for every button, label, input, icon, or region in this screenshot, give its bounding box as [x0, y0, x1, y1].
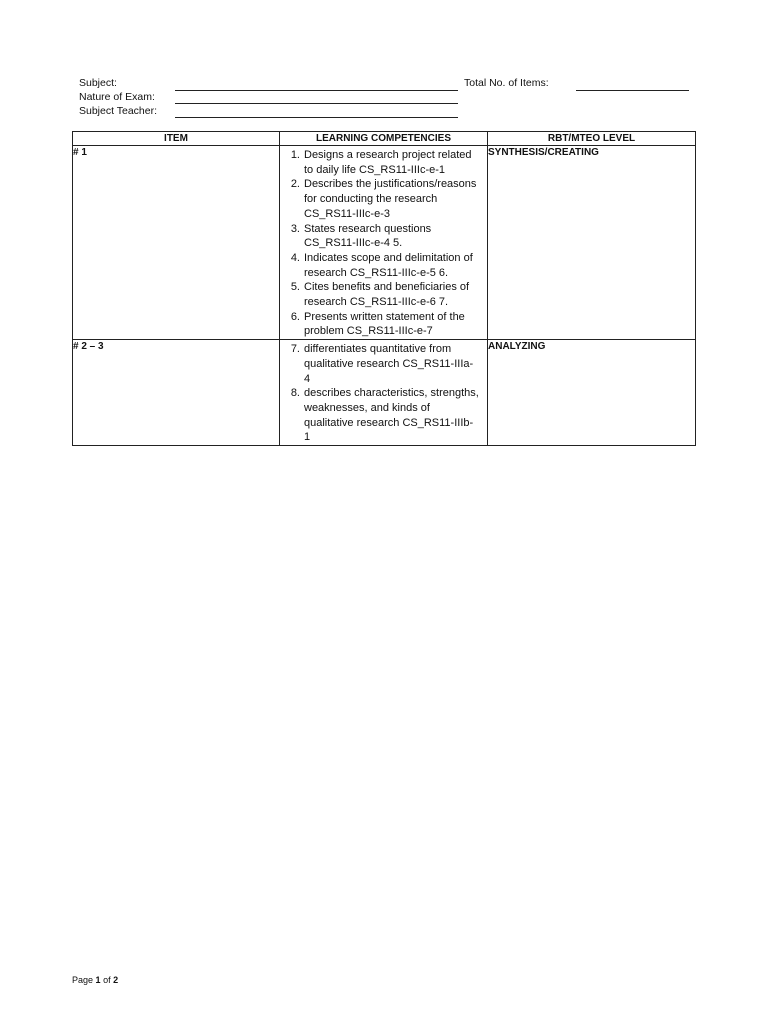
subject-field-line: [175, 90, 458, 91]
total-items-label: Total No. of Items:: [464, 77, 549, 89]
column-header-item: ITEM: [73, 132, 280, 146]
list-number: 8.: [290, 387, 300, 400]
competency-list: [280, 146, 487, 339]
page-total-number: 2: [113, 975, 119, 985]
list-item: [280, 222, 479, 251]
competency-text: Designs a research project related to daily life CS_RS11-IIIc-e-1: [304, 149, 472, 176]
page-word: Page: [72, 975, 94, 985]
page-current-number: 1: [95, 975, 101, 985]
of-word: of: [103, 975, 111, 985]
item-cell: # 1: [73, 146, 280, 340]
subject-teacher-label: Subject Teacher:: [79, 105, 158, 117]
list-number: 3.: [290, 222, 300, 235]
competency-text: differentiates quantitative from qualitative research CS_RS11-IIIa-4: [304, 343, 474, 385]
competency-text: Describes the justifications/reasons for conducting the research CS_RS11-IIIc-e-3: [304, 178, 477, 220]
list-number: 4.: [290, 251, 300, 264]
table-header-row: [73, 132, 696, 146]
list-item: [280, 280, 479, 309]
column-header-level: RBT/MTEO LEVEL: [488, 132, 696, 146]
list-number: 6.: [290, 310, 300, 323]
list-number: 1.: [290, 149, 300, 161]
nature-of-exam-field-line: [175, 103, 458, 104]
list-item: [280, 342, 479, 386]
list-item: [280, 148, 479, 177]
list-item: [280, 386, 479, 445]
competencies-cell: [280, 340, 488, 446]
competency-text: describes characteristics, strengths, weaknesses, and kinds of qualitative research CS_RS11-IIIb-1: [304, 387, 479, 444]
column-header-competencies: LEARNING COMPETENCIES: [280, 132, 488, 146]
exam-header-labels: [79, 76, 157, 118]
specification-table: [72, 131, 696, 446]
table-row: [73, 146, 696, 340]
level-cell: ANALYZING: [488, 340, 696, 446]
list-item: [280, 310, 479, 339]
competency-text: Cites benefits and beneficiaries of research CS_RS11-IIIc-e-6 7.: [304, 281, 470, 309]
list-number: 2.: [290, 178, 300, 191]
total-items-field-line: [576, 90, 689, 91]
competency-text: Presents written statement of the problem CS_RS11-IIIc-e-7: [304, 310, 465, 338]
list-number: 7.: [290, 343, 300, 356]
table-row: [73, 340, 696, 446]
competencies-cell: [280, 146, 488, 340]
competency-text: Indicates scope and delimitation of research CS_RS11-IIIc-e-5 6.: [304, 251, 473, 279]
list-number: 5.: [290, 281, 300, 294]
competency-list: [280, 340, 487, 445]
page-footer: [72, 975, 118, 985]
subject-label: Subject:: [79, 77, 117, 89]
list-item: [280, 177, 479, 221]
nature-of-exam-label: Nature of Exam:: [79, 91, 155, 103]
item-cell: # 2 – 3: [73, 340, 280, 446]
level-cell: SYNTHESIS/CREATING: [488, 146, 696, 340]
subject-teacher-field-line: [175, 117, 458, 118]
list-item: [280, 251, 479, 280]
competency-text: States research questions CS_RS11-IIIc-e-4 5.: [304, 222, 432, 250]
